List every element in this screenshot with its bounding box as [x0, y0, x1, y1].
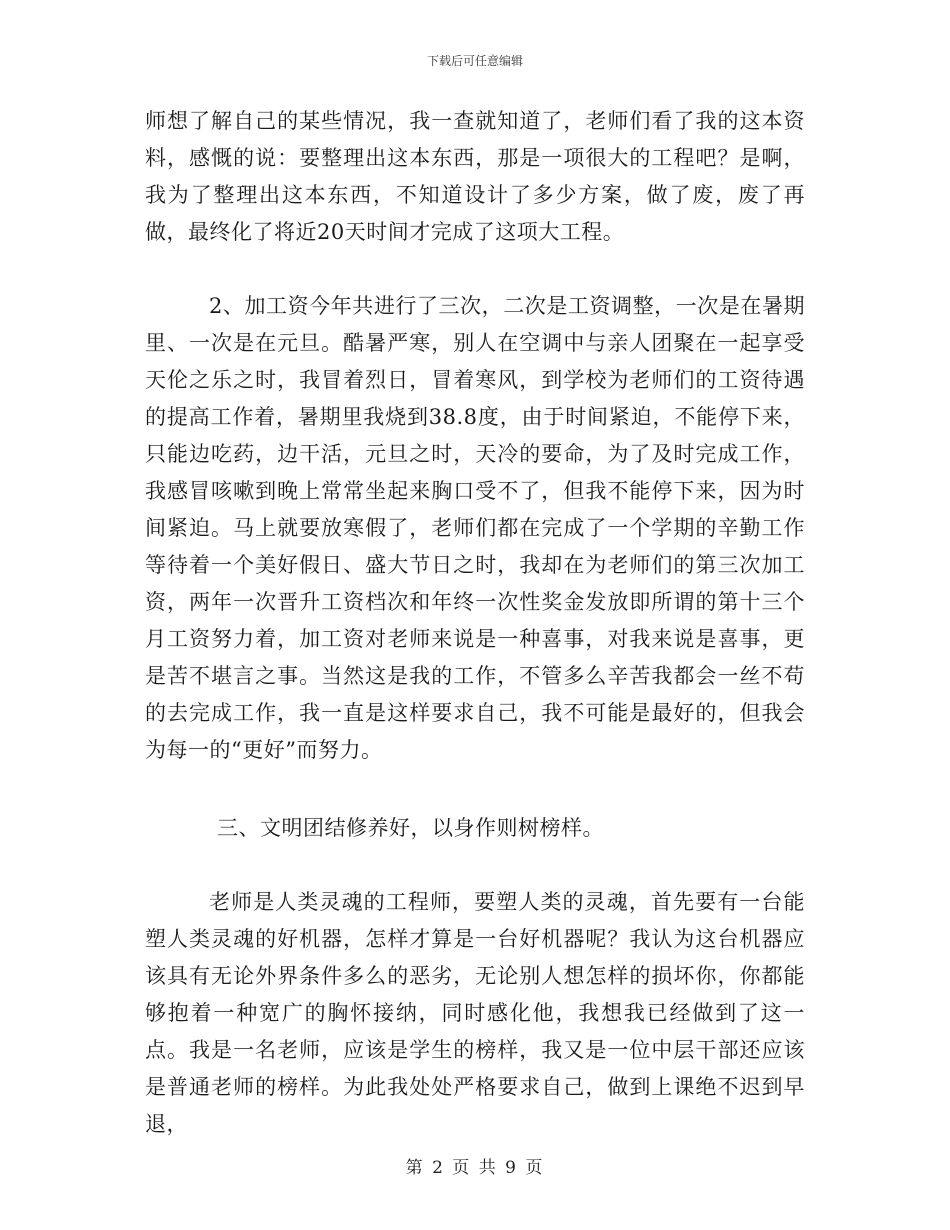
- paragraph-teacher: 老师是人类灵魂的工程师，要塑人类的灵魂，首先要有一台能塑人类灵魂的好机器，怎样才算是一台好机器呢？我认为这台机器应该具有无论外界条件多么的恶劣，无论别人想怎样的损坏你，你都能够抱着一种宽广的胸怀接纳，同时感化他，我想我已经做到了这一点。我是一名老师，应该是学生的榜样，我又是一位中层干部还应该是普通老师的榜样。为此我处处严格要求自己，做到上课绝不迟到早退，: [145, 890, 805, 1136]
- paragraph-salary: 2、加工资今年共进行了三次，二次是工资调整，一次是在暑期里、一次是在元旦。酷暑严寒，别人在空调中与亲人团聚在一起享受天伦之乐之时，我冒着烈日，冒着寒风，到学校为老师们的工资待遇的提高工作着，暑期里我烧到38.8度，由于时间紧迫，不能停下来，只能边吃药，边干活，元旦之时，天冷的要命，为了及时完成工作，我感冒咳嗽到晚上常常坐起来胸口受不了，但我不能停下来，因为时间紧迫。马上就要放寒假了，老师们都在完成了一个学期的辛勤工作等待着一个美好假日、盛大节日之时，我却在为老师们的第三次加工资，两年一次晋升工资档次和年终一次性奖金发放即所谓的第十三个月工资努力着，加工资对老师来说是一种喜事，对我来说是喜事，更是苦不堪言之事。当然这是我的工作，不管多么辛苦我都会一丝不苟的去完成工作，我一直是这样要求自己，我不可能是最好的，但我会为每一的“更好”而努力。: [145, 294, 805, 762]
- paragraph-continuation: 师想了解自己的某些情况，我一查就知道了，老师们看了我的这本资料，感慨的说：要整理出这本东西，那是一项很大的工程吧？是啊，我为了整理出这本东西，不知道设计了多少方案，做了废，废了再做，最终化了将近20天时间才完成了这项大工程。: [145, 109, 805, 244]
- section-heading: 三、文明团结修养好，以身作则树榜样。: [217, 816, 604, 840]
- page-header: 下载后可任意编辑: [426, 54, 523, 68]
- page-number: 第 2 页 共 9 页: [405, 1158, 545, 1178]
- document-body: [145, 103, 805, 1143]
